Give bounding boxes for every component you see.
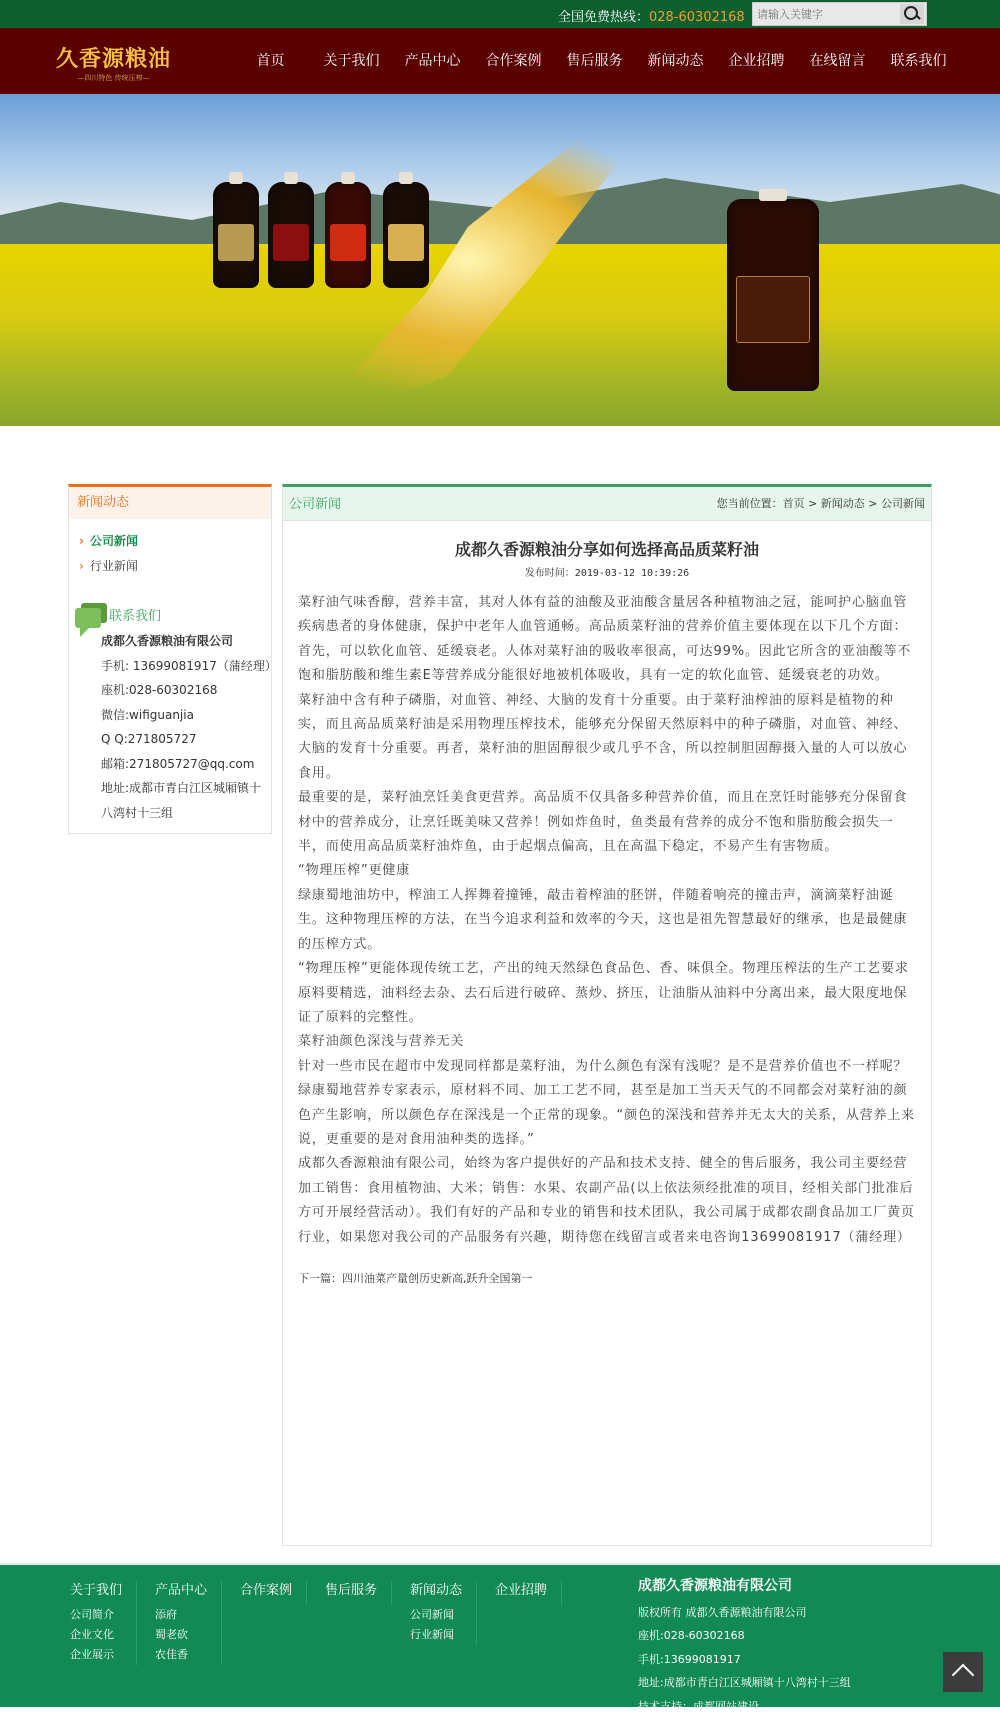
article-paragraph: 绿康蜀地油坊中，榨油工人挥舞着撞锤，敲击着榨油的胚饼，伴随着响亮的撞击声，滴滴菜籽油诞生。这种物理压榨的方法，在当今追求利益和效率的今天，这也是祖先智慧最好的继承，也是最健康的压榨方式。	[298, 884, 917, 957]
article-paragraph: 最重要的是，菜籽油烹饪美食更营养。高品质不仅具备多种营养价值，而且在烹饪时能够充分保留食材中的营养成分，让烹饪既美味又营养！例如炸鱼时，鱼类最有营养的成分不饱和脂肪酸会损失一半，而使用高品质菜籽油炸鱼，由于起烟点偏高，且在高温下稳定，不易产生有害物质。	[298, 786, 917, 859]
nav-item[interactable]: 首页	[230, 28, 311, 94]
oil-bottle-image	[383, 182, 429, 288]
article-title: 成都久香源粮油分享如何选择高品质菜籽油	[283, 537, 931, 560]
article-paragraph: “物理压榨”更能体现传统工艺，产出的纯天然绿色食品色、香、味俱全。物理压榨法的生产工艺要求原料要精选，油料经去杂、去石后进行破碎、蒸炒、挤压，让油脂从油料中分离出来，最大限度地保证了原料的完整性。	[298, 957, 917, 1030]
nav-item[interactable]: 合作案例	[473, 28, 554, 94]
sidebar-item-company-news[interactable]: › 公司新闻	[79, 529, 271, 554]
article-paragraph: 首先，可以软化血管、延缓衰老。人体对菜籽油的吸收率很高，可达99%。因此它所含的亚油酸等不饱和脂肪酸和维生素E等营养成分能很好地被机体吸收，具有一定的软化血管、延缓衰老的功效。	[298, 640, 917, 689]
footer-support[interactable]: 技术支持：成都网站建设	[638, 1695, 851, 1718]
footer-address: 地址:成都市青白江区城厢镇十八湾村十三组	[638, 1671, 851, 1695]
footer-info	[638, 1575, 851, 1718]
hotline-label: 全国免费热线：	[558, 10, 649, 25]
footer-link[interactable]: 农佳香	[155, 1645, 207, 1665]
footer-link[interactable]: 添府	[155, 1605, 207, 1625]
search-icon[interactable]	[900, 4, 924, 24]
footer-column-title[interactable]: 售后服务	[325, 1581, 377, 1601]
sidebar-item-industry-news[interactable]: › 行业新闻	[79, 554, 271, 579]
article-body	[283, 579, 931, 1250]
footer-copyright: 版权所有 成都久香源粮油有限公司	[638, 1601, 851, 1625]
sidebar-title: 新闻动态	[69, 487, 271, 519]
search-box	[752, 2, 927, 26]
article-paragraph: 菜籽油气味香醇，营养丰富，其对人体有益的油酸及亚油酸含量居各种植物油之冠，能呵护心脑血管疾病患者的身体健康，保护中老年人血管通畅。高品质菜籽油的营养价值主要体现在以下几个方面：	[298, 591, 917, 640]
contact-email: 邮箱:271805727@qq.com	[101, 752, 271, 777]
nav-item[interactable]: 在线留言	[797, 28, 878, 94]
article-paragraph: “物理压榨”更健康	[298, 859, 917, 883]
logo[interactable]	[56, 42, 171, 83]
nav-item[interactable]: 关于我们	[311, 28, 392, 94]
footer-column	[495, 1581, 562, 1605]
oil-bottle-image	[213, 182, 259, 288]
search-input[interactable]	[753, 3, 893, 25]
contact-mobile: 手机: 13699081917（蒲经理）	[101, 654, 271, 679]
nav-item[interactable]: 联系我们	[878, 28, 959, 94]
nav-item[interactable]: 产品中心	[392, 28, 473, 94]
nav-item[interactable]: 企业招聘	[716, 28, 797, 94]
sidebar	[68, 484, 272, 834]
contact-phone: 座机:028-60302168	[101, 678, 271, 703]
section-title: 公司新闻	[289, 497, 341, 512]
main-nav	[0, 28, 1000, 94]
footer-column-title[interactable]: 关于我们	[70, 1581, 122, 1601]
footer-mobile: 手机:13699081917	[638, 1648, 851, 1672]
footer-column	[410, 1581, 477, 1645]
next-article-link[interactable]: 下一篇：四川油菜产量创历史新高,跃升全国第一	[283, 1250, 931, 1286]
contact-title: 联系我们	[109, 605, 161, 624]
article-date: 发布时间：2019-03-12 10:39:26	[283, 564, 931, 579]
footer-link[interactable]: 公司新闻	[410, 1605, 462, 1625]
footer-column	[70, 1581, 137, 1665]
contact-wechat: 微信:wifiguanjia	[101, 703, 271, 728]
footer-column-title[interactable]: 产品中心	[155, 1581, 207, 1601]
logo-subtitle: —四川特色 传统压榨—	[56, 73, 171, 83]
article-paragraph: 针对一些市民在超市中发现同样都是菜籽油，为什么颜色有深有浅呢？是不是营养价值也不一样呢？绿康蜀地营养专家表示，原材料不同、加工工艺不同，甚至是加工当天天气的不同都会对菜籽油的颜色产生影响，所以颜色存在深浅是一个正常的现象。“颜色的深浅和营养并无太大的关系，从营养上来说，更重要的是对食用油种类的选择。”	[298, 1055, 917, 1153]
footer-phone: 座机:028-60302168	[638, 1624, 851, 1648]
contact-qq: Q Q:271805727	[101, 727, 271, 752]
banner	[0, 94, 1000, 426]
top-bar	[0, 0, 1000, 28]
hotline	[558, 6, 745, 25]
contact-company: 成都久香源粮油有限公司	[101, 629, 271, 654]
nav-item[interactable]: 售后服务	[554, 28, 635, 94]
logo-text: 久香源粮油	[56, 47, 171, 72]
footer-column	[155, 1581, 222, 1665]
oil-bottle-image	[325, 182, 371, 288]
footer-column	[325, 1581, 392, 1605]
breadcrumb[interactable]: 您当前位置：首页 > 新闻动态 > 公司新闻	[717, 487, 925, 521]
footer-link[interactable]: 企业文化	[70, 1625, 122, 1645]
footer	[0, 1563, 1000, 1707]
footer-column-title[interactable]: 企业招聘	[495, 1581, 547, 1601]
nav-item[interactable]: 新闻动态	[635, 28, 716, 94]
footer-link[interactable]: 行业新闻	[410, 1625, 462, 1645]
article-paragraph: 菜籽油中含有种子磷脂，对血管、神经、大脑的发育十分重要。由于菜籽油榨油的原料是植物的种实，而且高品质菜籽油是采用物理压榨技术，能够充分保留天然原料中的种子磷脂，对血管、神经、大脑的发育十分重要。再者，菜籽油的胆固醇很少或几乎不含，所以控制胆固醇摄入量的人可以放心食用。	[298, 689, 917, 787]
contact-address: 地址:成都市青白江区城厢镇十八湾村十三组	[101, 776, 271, 825]
footer-column-title[interactable]: 合作案例	[240, 1581, 292, 1601]
oil-bottle-image	[727, 199, 819, 391]
footer-link[interactable]: 蜀老砍	[155, 1625, 207, 1645]
footer-link[interactable]: 公司简介	[70, 1605, 122, 1625]
main-content	[282, 484, 932, 1546]
footer-column-title[interactable]: 新闻动态	[410, 1581, 462, 1601]
back-to-top-button[interactable]	[943, 1652, 983, 1692]
article-paragraph: 菜籽油颜色深浅与营养无关	[298, 1030, 917, 1054]
footer-link[interactable]: 企业展示	[70, 1645, 122, 1665]
oil-bottle-image	[268, 182, 314, 288]
footer-column	[240, 1581, 307, 1605]
footer-company: 成都久香源粮油有限公司	[638, 1575, 851, 1599]
hotline-number: 028-60302168	[649, 10, 745, 25]
article-paragraph: 成都久香源粮油有限公司，始终为客户提供好的产品和技术支持、健全的售后服务，我公司主要经营加工销售：食用植物油、大米；销售：水果、农副产品(以上依法须经批准的项目，经相关部门批准后方可开展经营活动）。我们有好的产品和专业的销售和技术团队，我公司属于成都农副食品加工厂黄页行业，如果您对我公司的产品服务有兴趣，期待您在线留言或者来电咨询13699081917（蒲经理）	[298, 1152, 917, 1250]
